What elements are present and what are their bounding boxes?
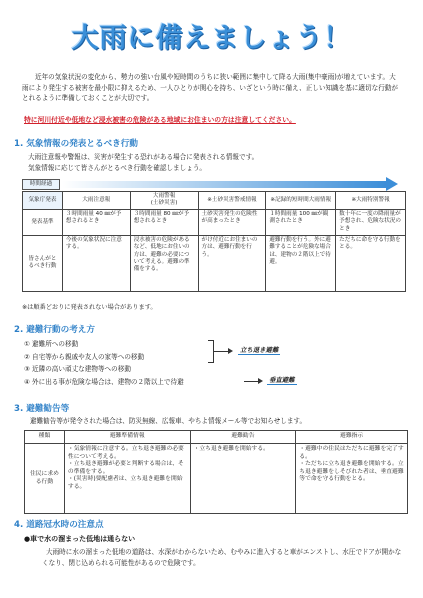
evacuation-list <box>24 338 184 388</box>
table-row <box>25 444 408 514</box>
evacuation-advisory-table <box>24 430 408 514</box>
table-column-header: 避難指示 <box>296 431 408 444</box>
table-cell: １時間雨量 100 ㎜が観測されたとき <box>266 209 336 235</box>
section3-text: 避難勧告等が発令された場合は、防災無線、広報車、やちよ情報メール等でお知らせします。 <box>30 417 307 425</box>
tag-vertical-evacuation: 垂直避難 <box>269 376 295 384</box>
warning-notice: 特に河川付近や低地など浸水被害の危険がある地域にお住まいの方は注意してください。 <box>24 116 296 124</box>
table-cell: ３時間雨量 80 ㎜が予想されるとき <box>130 209 198 235</box>
table-cell: 数十年に一度の降雨量が予想され、危険な状況のとき <box>336 209 406 235</box>
intro-paragraph: 近年の気象状況の変化から、勢力の強い台風や短時間のうちに狭い範囲に集中して降る大雨(集中豪雨)が増えています。大雨により発生する被害を最小限に抑えるため、一人ひとりが関心を持ち、いざという時に備え、正しい知識を基に適切な行動がとれるように準備しておくことが大切です。 <box>22 73 398 102</box>
row-head-criteria: 発表基準 <box>23 209 63 235</box>
table-cell: 避難行動を行う。外に避難することが危険な場合は、建物の２階以上で待避。 <box>266 235 336 291</box>
arrow-right-icon <box>228 348 233 354</box>
section4-subheading: ●車で水の溜まった低地は通らない <box>24 535 136 543</box>
section1-text-2: 気象情報に応じて皆さんがとるべき行動を確認しましょう。 <box>28 164 207 172</box>
arrow-line <box>244 381 258 382</box>
timeline-label: 時間経過 <box>22 179 60 190</box>
timeline-arrow-icon <box>386 177 398 191</box>
table-cell: ・気象情報に注意する。立ち退き避難の必要性について考える。 ・立ち退き避難が必要と判断する場合は、その準備をする。 ・(災害時)要配慮者は、立ち退き避難を開始する。 <box>64 444 190 514</box>
table-cell: ただちに命を守る行動をとる。 <box>336 235 406 291</box>
arrow-right-icon <box>258 378 263 384</box>
table-footnote: ※は順番どおりに発表されない場合があります。 <box>22 304 157 311</box>
section1-text-1: 大雨注意報や警報は、災害が発生する恐れがある場合に発表される情報です。 <box>28 153 259 161</box>
table-cell: 土砂災害発生の危険性が高まったとき <box>198 209 266 235</box>
table-cell: ・立ち退き避難を開始する。 <box>190 444 296 514</box>
list-item: ② 自宅等から親戚や友人の家等への移動 <box>24 352 145 361</box>
weather-info-table <box>22 191 406 292</box>
table-cell: 今後の気象状況に注意する。 <box>62 235 130 291</box>
row-head-actions: 皆さんがとるべき行動 <box>23 235 63 291</box>
table-column-header: ※大雨特別警報 <box>336 192 406 210</box>
tag-leave-evacuation: 立ち退き避難 <box>240 346 279 354</box>
arrow-line <box>214 351 228 352</box>
table-cell: 浸水被害の危険があるなど、低地にお住いの方は、避難の必要について考える。避難の準備をする。 <box>130 235 198 291</box>
table-column-header: 避難勧告 <box>190 431 296 444</box>
table-header-row <box>23 192 406 210</box>
section4-text: 大雨時に水の溜まった低地の道路は、水深がわからないため、むやみに進入すると車がエンストし、水圧でドアが開かなくなり、閉じ込められる可能性があるので危険です。 <box>42 548 402 567</box>
section3-heading: 3. 避難勧告等 <box>14 404 70 414</box>
list-item: ④ 外に出る事が危険な場合は、建物の２階以上で待避 <box>24 377 184 386</box>
list-item: ③ 近隣の高い頑丈な建物等への移動 <box>24 365 131 373</box>
section2-heading: 2. 避難行動の考え方 <box>14 325 95 335</box>
section1-heading: 1. 気象情報の発表とるべき行動 <box>14 139 138 149</box>
timeline-bar <box>62 181 386 188</box>
table-row <box>23 235 406 291</box>
table-cell: ３時間雨量 40 ㎜が予想されるとき <box>62 209 130 235</box>
table-header-row <box>25 431 408 444</box>
list-item: ① 避難所への移動 <box>24 340 79 348</box>
page-title: 大雨に備えましょう！ <box>71 23 352 54</box>
table-column-header: 大雨警報 (土砂災害) <box>130 192 198 210</box>
table-cell: ・避難中の住民はただちに避難を完了する。 ・ただちに立ち退き避難を開始する。立ち退き避難をしそびれた者は、垂直避難等で命を守る行動をとる。 <box>296 444 408 514</box>
section4-heading: 4. 道路冠水時の注意点 <box>14 520 104 530</box>
table-column-header: ※記録的短時間大雨情報 <box>266 192 336 210</box>
table-cell: がけ付近にお住まいの方は、避難行動を行う。 <box>198 235 266 291</box>
table-row <box>23 209 406 235</box>
table-corner-cell: 気象庁発表 <box>23 192 63 210</box>
row-head-resident-actions: 住民に求める行動 <box>25 444 65 514</box>
table-column-header: 避難準備情報 <box>64 431 190 444</box>
table-column-header: 大雨注意報 <box>62 192 130 210</box>
table-column-header: 種類 <box>25 431 65 444</box>
table-column-header: ※土砂災害警戒情報 <box>198 192 266 210</box>
